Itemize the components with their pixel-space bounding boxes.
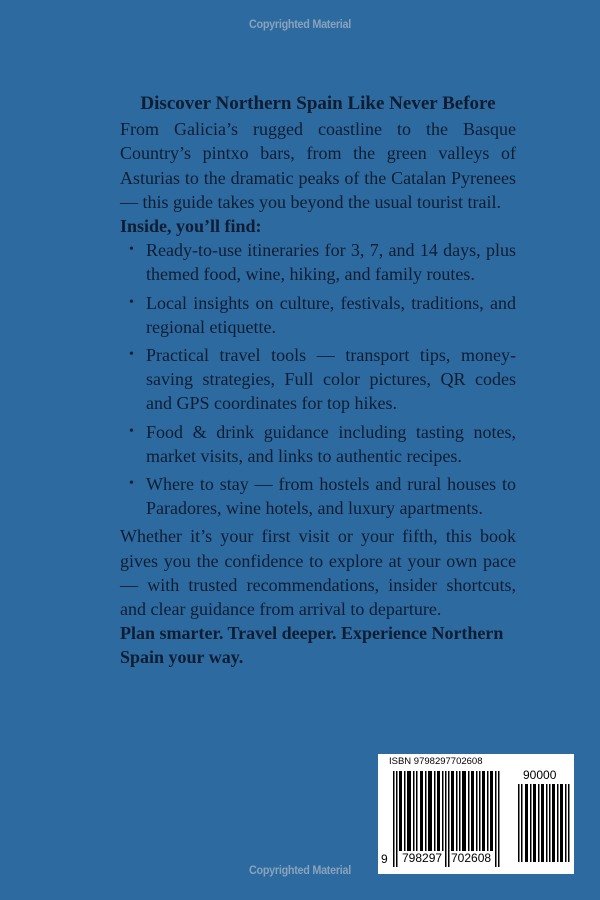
isbn-barcode [378, 754, 574, 874]
copyright-watermark-top: Copyrighted Material [248, 17, 352, 31]
feature-item: • Local insights on culture, festivals, traditions, and regional etiquette. [129, 292, 516, 337]
barcode-digits-right: 702608 [451, 851, 492, 865]
features-subheading: Inside, you’ll find: [120, 216, 262, 237]
isbn-label: ISBN 9798297702608 [389, 756, 483, 767]
bullet-icon: • [129, 242, 134, 258]
barcode-digit-first: 9 [381, 852, 388, 866]
bullet-icon: • [129, 294, 134, 310]
closing-tagline: Plan smarter. Travel deeper. Experience Northern Spain your way. [120, 623, 504, 668]
barcode-digits-left: 798297 [402, 851, 443, 865]
back-cover-blurb [120, 92, 516, 670]
copyright-watermark-bottom: Copyrighted Material [248, 863, 352, 877]
feature-item: • Ready-to-use itineraries for 3, 7, and 14 days, plus themed food, wine, hiking, and family routes. [129, 240, 516, 285]
features-list [120, 238, 516, 520]
bullet-icon: • [129, 476, 134, 492]
feature-item: • Where to stay — from hostels and rural houses to Paradores, wine hotels, and luxury apartments. [129, 474, 516, 519]
blurb-heading: Discover Northern Spain Like Never Before [140, 93, 496, 114]
bullet-icon: • [129, 423, 134, 439]
outro-paragraph: Whether it’s your first visit or your fifth, this book gives you the confidence to explore at your own pace — with trusted recommendations, insider shortcuts, and clear guidance from arrival to departure. [120, 526, 516, 620]
price-code: 90000 [523, 768, 557, 782]
intro-paragraph: From Galicia’s rugged coastline to the Basque Country’s pintxo bars, from the green valleys of Asturias to the dramatic peaks of the Catalan Pyrenees — this guide takes you beyond the usual tourist trail. [120, 119, 516, 212]
bullet-icon: • [129, 347, 134, 363]
feature-item: • Food & drink guidance including tasting notes, market visits, and links to authentic recipes. [129, 421, 516, 466]
price-barcode-icon [518, 784, 570, 862]
feature-item: • Practical travel tools — transport tips, money-saving strategies, Full color pictures, QR codes and GPS coordinates for top hikes. [129, 345, 516, 414]
